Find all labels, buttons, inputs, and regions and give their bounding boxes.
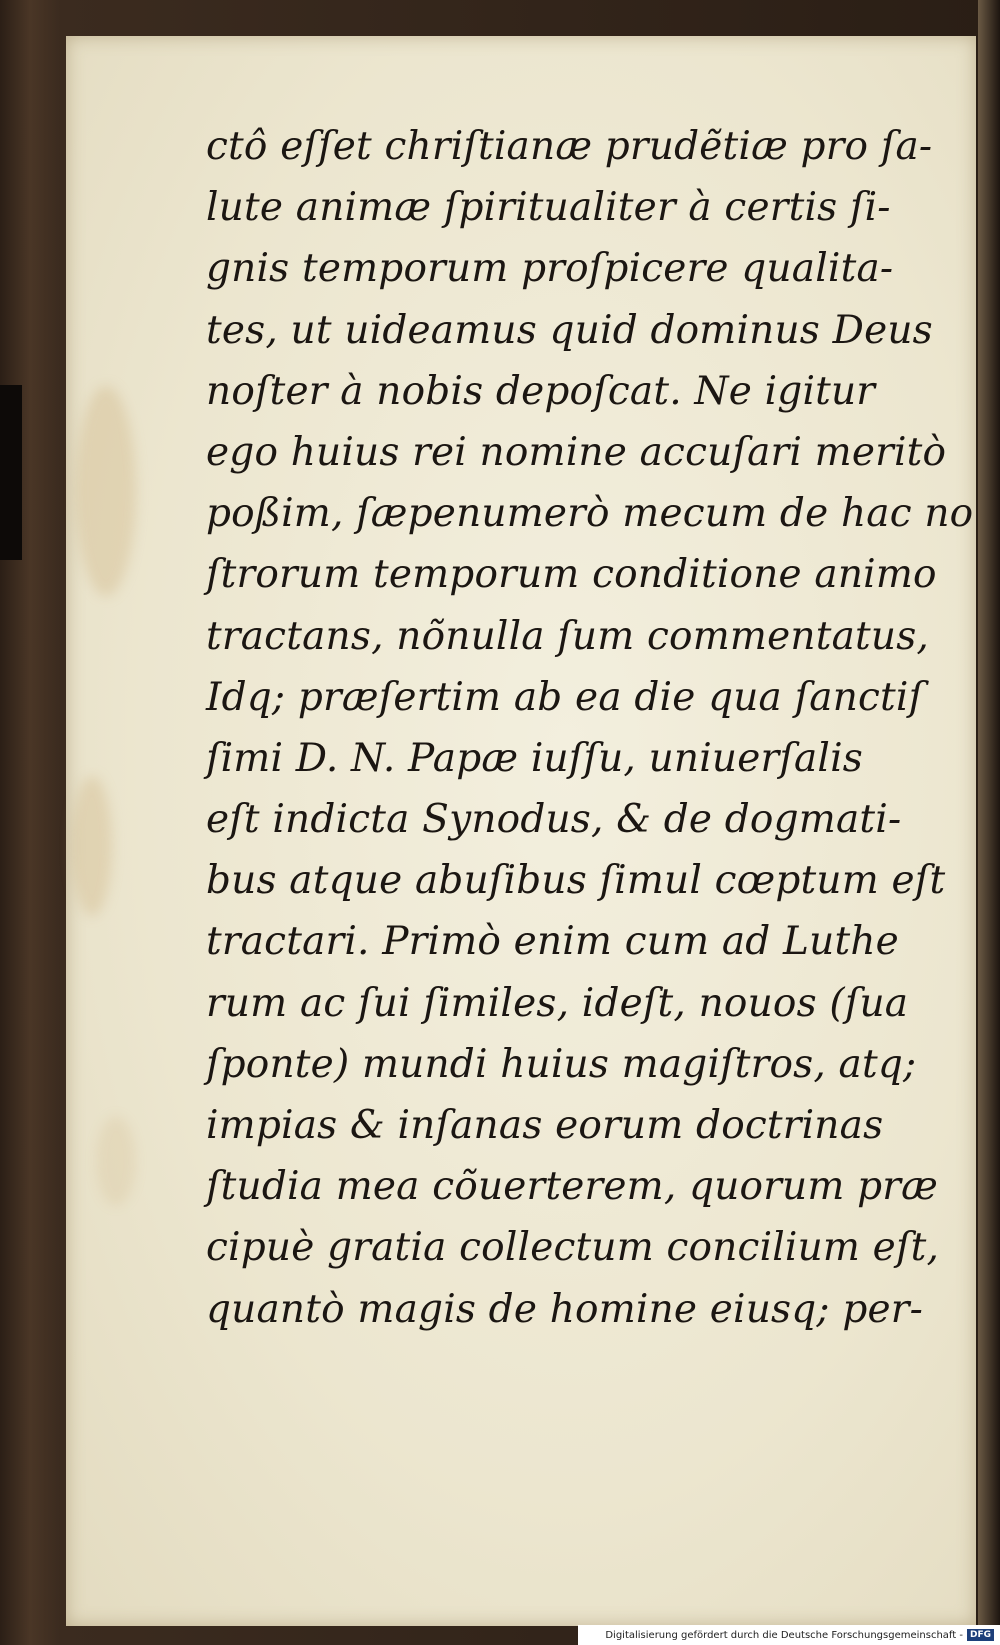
text-line: gnis temporum proſpicere qualita- [206, 246, 894, 292]
footer-bar [578, 1625, 1000, 1645]
page-stain [76, 386, 136, 596]
text-line: cipuè gratia collectum concilium eſt, [206, 1225, 940, 1271]
text-line: ſtrorum temporum conditione animo [206, 552, 937, 598]
text-line: rum ac ſui ſimiles, ideſt, nouos (ſua [206, 980, 909, 1026]
text-line: noſter à nobis depoſcat. Ne igitur [206, 368, 876, 414]
text-line: bus atque abuſibus ſimul cœptum eſt [206, 858, 946, 904]
text-line: ctô eſſet chriſtianæ prudẽtiæ pro ſa- [206, 124, 933, 169]
text-line: ego huius rei nomine accuſari meritò [206, 429, 947, 475]
text-line: tractari. Primò enim cum ad Luthe [206, 919, 899, 965]
text-line: lute animæ ſpiritualiter à certis ſi- [206, 185, 891, 231]
text-line: impias & inſanas eorum doctrinas [206, 1103, 884, 1148]
page-stain [96, 1116, 136, 1206]
footer-credit: Digitalisierung gefördert durch die Deutsche Forschungsgemeinschaft - [605, 1629, 963, 1641]
text-line: Idq; præſertim ab ea die qua ſanctiſ [206, 674, 924, 720]
book-edge [978, 0, 1000, 1645]
bookmark-tab [0, 385, 22, 560]
page-stain [72, 776, 112, 916]
text-line: quantò magis de homine eiusq; per- [206, 1286, 924, 1332]
text-line: poßim, ſæpenumerò mecum de hac no [206, 491, 974, 537]
text-line: eſt indicta Synodus, & de dogmati- [206, 797, 902, 843]
dfg-logo-badge: DFG [967, 1629, 994, 1641]
text-line: ſponte) mundi huius magiſtros, atq; [206, 1041, 917, 1087]
page-text [206, 116, 974, 1340]
text-line: ſtudia mea cõuerterem, quorum præ [206, 1164, 939, 1210]
text-line: ſimi D. N. Papæ iuſſu, uniuerſalis [206, 735, 863, 781]
text-line: tractans, nõnulla ſum commentatus, [206, 613, 930, 659]
text-line: tes, ut uideamus quid dominus Deus [206, 307, 933, 353]
book-page [66, 36, 976, 1626]
